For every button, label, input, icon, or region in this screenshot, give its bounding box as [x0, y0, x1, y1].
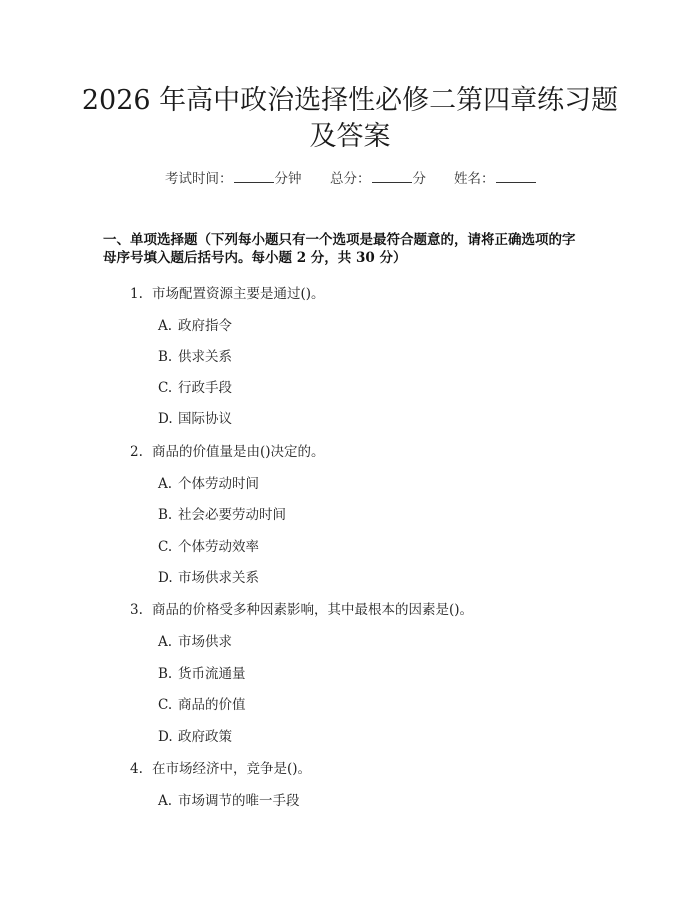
q3-option-d	[158, 727, 232, 747]
section-heading-line2: 母序号填入题后括号内。每小题 2 分，共 30 分）	[103, 250, 407, 266]
option-text: 政府指令	[178, 318, 232, 334]
q1-option-a	[158, 316, 232, 336]
question-text: 商品的价值量是由()决定的。	[152, 444, 325, 460]
student-name-label: 姓名：	[454, 171, 495, 187]
exam-meta-row	[0, 168, 700, 190]
question-4	[130, 759, 311, 779]
q2-option-d	[158, 568, 259, 588]
total-score-unit: 分	[412, 171, 426, 187]
option-letter: A.	[158, 476, 173, 492]
q4-option-a	[158, 791, 300, 811]
option-text: 社会必要劳动时间	[178, 507, 286, 523]
option-text: 政府政策	[178, 729, 232, 745]
question-text: 商品的价格受多种因素影响，其中最根本的因素是()。	[152, 602, 474, 618]
q2-option-c	[158, 537, 259, 557]
exam-time-field	[165, 168, 302, 190]
option-letter: D.	[158, 729, 173, 745]
exam-time-unit: 分钟	[274, 171, 302, 187]
question-number: 4.	[130, 761, 143, 777]
question-text: 市场配置资源主要是通过()。	[152, 286, 325, 302]
q1-option-d	[158, 409, 232, 429]
option-text: 货币流通量	[178, 666, 246, 682]
total-score-label: 总分：	[330, 171, 371, 187]
option-letter: C.	[158, 539, 173, 555]
q1-option-b	[158, 347, 232, 367]
option-letter: B.	[158, 666, 173, 682]
option-letter: A.	[158, 793, 173, 809]
option-text: 市场调节的唯一手段	[178, 793, 300, 809]
question-1	[130, 284, 325, 304]
option-letter: D.	[158, 411, 173, 427]
option-text: 个体劳动时间	[178, 476, 259, 492]
option-letter: A.	[158, 634, 173, 650]
q3-option-a	[158, 632, 232, 652]
option-text: 行政手段	[178, 380, 232, 396]
option-text: 供求关系	[178, 349, 232, 365]
question-2	[130, 442, 325, 462]
document-title-line1: 2026 年高中政治选择性必修二第四章练习题	[81, 85, 619, 116]
question-3	[130, 600, 473, 620]
q2-option-b	[158, 505, 286, 525]
option-letter: C.	[158, 380, 173, 396]
exam-time-label: 考试时间：	[165, 171, 233, 187]
option-letter: B.	[158, 507, 173, 523]
section-heading-line1: 一、单项选择题（下列每小题只有一个选项是最符合题意的，请将正确选项的字	[103, 232, 576, 248]
option-text: 个体劳动效率	[178, 539, 259, 555]
option-text: 市场供求	[178, 634, 232, 650]
student-name-field	[454, 168, 537, 190]
option-letter: C.	[158, 697, 173, 713]
question-number: 1.	[130, 286, 143, 302]
exam-time-blank	[234, 168, 274, 183]
option-text: 国际协议	[178, 411, 232, 427]
question-text: 在市场经济中，竞争是()。	[152, 761, 312, 777]
student-name-blank	[496, 168, 536, 183]
document-title-line2: 及答案	[309, 121, 391, 152]
option-letter: A.	[158, 318, 173, 334]
total-score-blank	[372, 168, 412, 183]
q3-option-c	[158, 695, 246, 715]
question-number: 2.	[130, 444, 143, 460]
q1-option-c	[158, 378, 232, 398]
option-text: 商品的价值	[178, 697, 246, 713]
q3-option-b	[158, 664, 246, 684]
option-letter: B.	[158, 349, 173, 365]
option-text: 市场供求关系	[178, 570, 259, 586]
q2-option-a	[158, 474, 259, 494]
option-letter: D.	[158, 570, 173, 586]
question-number: 3.	[130, 602, 143, 618]
total-score-field	[330, 168, 426, 190]
